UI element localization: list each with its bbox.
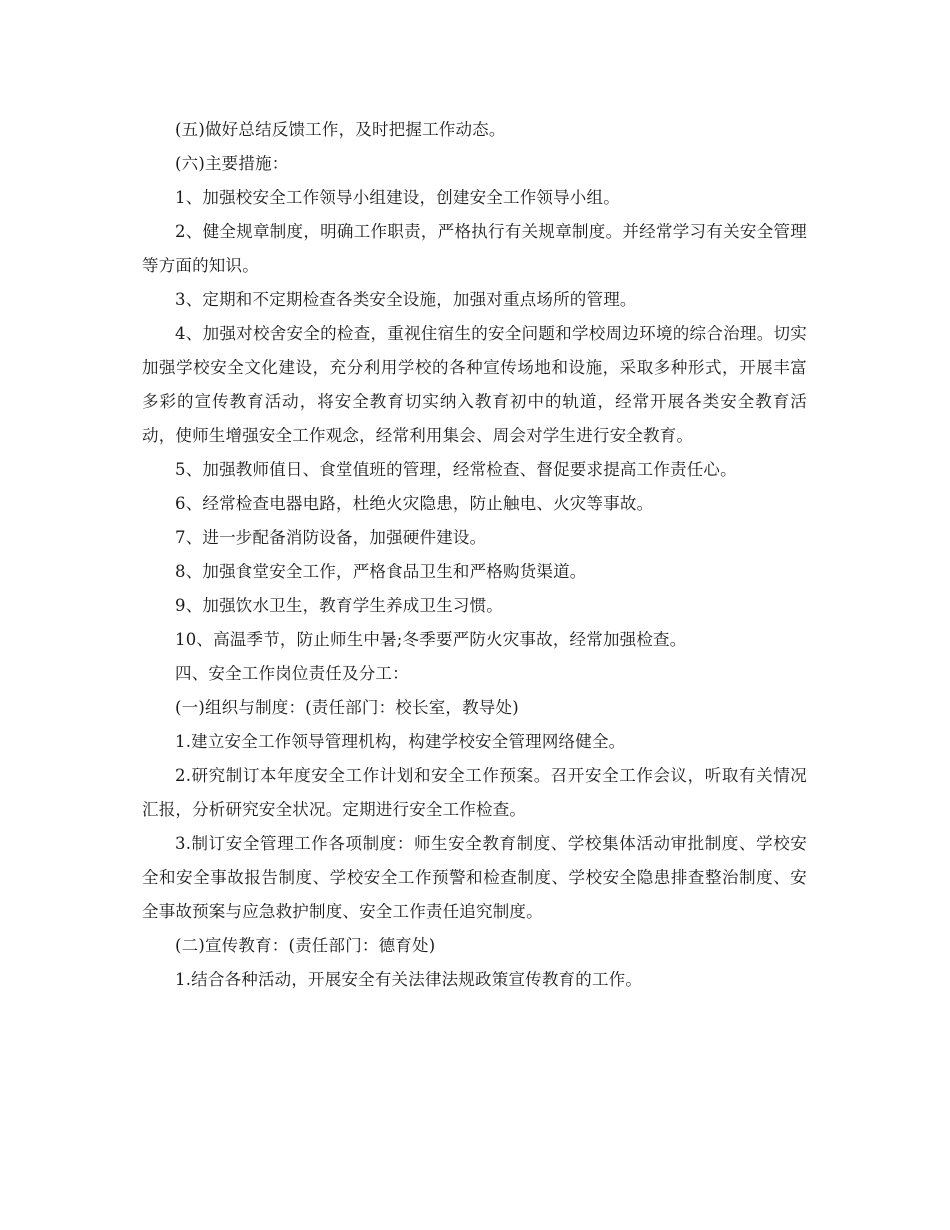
subsection-heading-organization: (一)组织与制度：(责任部门：校长室，教导处) [175, 698, 519, 717]
paragraph-measure-3: 3、定期和不定期检查各类安全设施，加强对重点场所的管理。 [175, 290, 637, 309]
paragraph-measure-4: 4、加强对校舍安全的检查，重视住宿生的安全问题和学校周边环境的综合治理。切实加强学校安全文化建设，充分利用学校的各种宣传场地和设施，采取多种形式，开展丰富多彩的宣传教育活动，将安全教育切实纳入教育初中的轨道，经常开展各类安全教育活动，使师生增强安全工作观念，经常利用集会、周会对学生进行安全教育。 [142, 324, 807, 445]
paragraph-publicity-1: 1.结合各种活动，开展安全有关法律法规政策宣传教育的工作。 [175, 970, 643, 989]
paragraph-organization-2: 2.研究制订本年度安全工作计划和安全工作预案。召开安全工作会议，听取有关情况汇报，分析研究安全状况。定期进行安全工作检查。 [142, 766, 807, 819]
paragraph-organization-1: 1.建立安全工作领导管理机构，构建学校安全管理网络健全。 [175, 732, 626, 751]
paragraph-organization-3: 3.制订安全管理工作各项制度：师生安全教育制度、学校集体活动审批制度、学校安全和安全事故报告制度、学校安全工作预警和检查制度、学校安全隐患排查整治制度、安全事故预案与应急救护制度、安全工作责任追究制度。 [142, 834, 807, 921]
document-body [142, 113, 807, 997]
section-heading-responsibilities: 四、安全工作岗位责任及分工： [175, 664, 409, 683]
paragraph-measure-10: 10、高温季节，防止师生中暑;冬季要严防火灾事故，经常加强检查。 [175, 630, 687, 649]
paragraph-main-measures-heading: (六)主要措施： [175, 154, 289, 173]
paragraph-measure-9: 9、加强饮水卫生，教育学生养成卫生习惯。 [175, 596, 503, 615]
paragraph-measure-5: 5、加强教师值日、食堂值班的管理，经常检查、督促要求提高工作责任心。 [175, 460, 737, 479]
paragraph-summary-feedback: (五)做好总结反馈工作，及时把握工作动态。 [175, 120, 506, 139]
subsection-heading-publicity: (二)宣传教育：(责任部门：德育处) [175, 936, 436, 955]
paragraph-measure-1: 1、加强校安全工作领导小组建设，创建安全工作领导小组。 [175, 188, 620, 207]
paragraph-measure-6: 6、经常检查电器电路，杜绝火灾隐患，防止触电、火灾等事故。 [175, 494, 654, 513]
paragraph-measure-7: 7、进一步配备消防设备，加强硬件建设。 [175, 528, 487, 547]
paragraph-measure-8: 8、加强食堂安全工作，严格食品卫生和严格购货渠道。 [175, 562, 587, 581]
paragraph-measure-2: 2、健全规章制度，明确工作职责，严格执行有关规章制度。并经常学习有关安全管理等方面的知识。 [142, 222, 807, 275]
